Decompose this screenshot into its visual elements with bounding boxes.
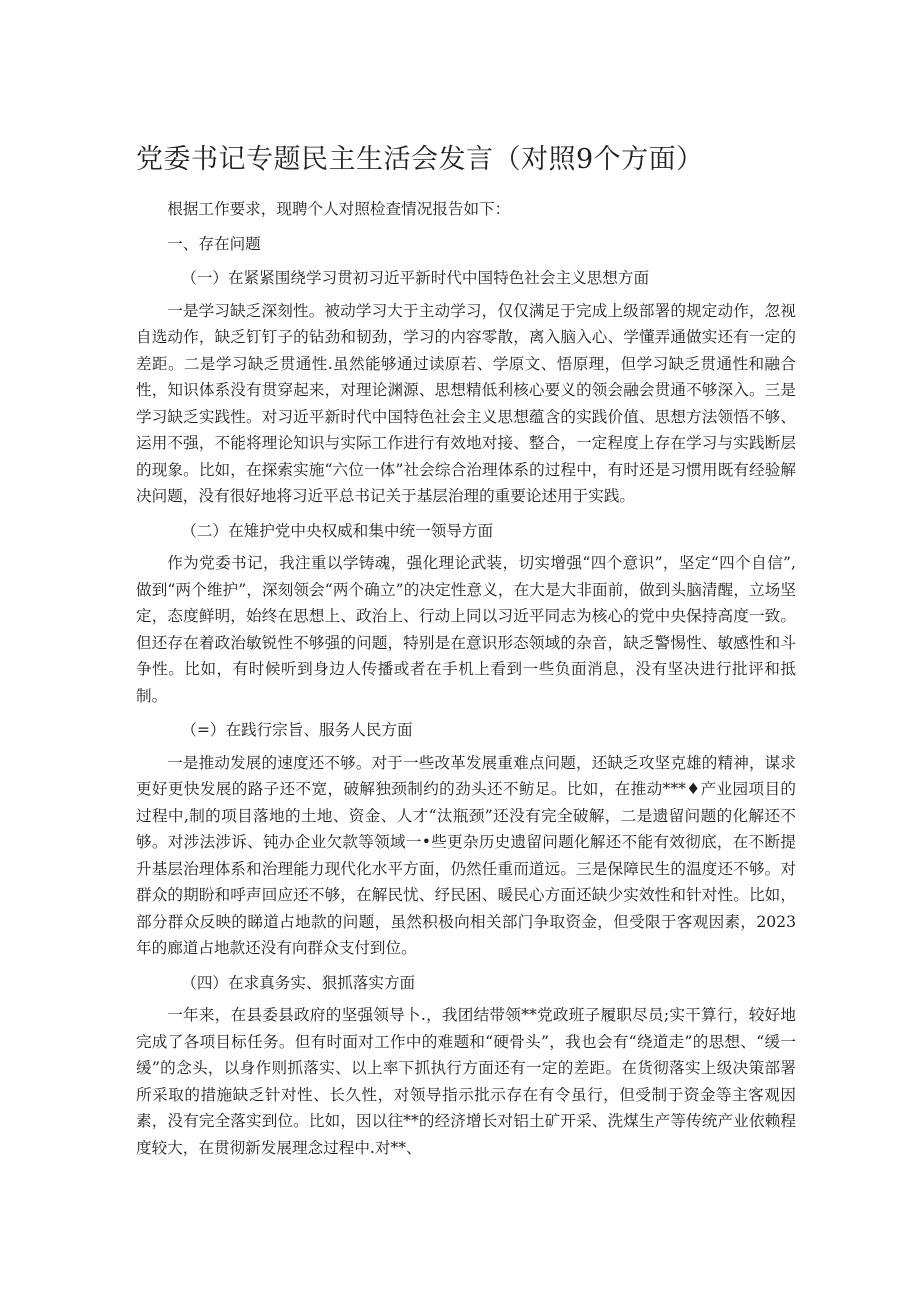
document-body [136, 196, 796, 1161]
subsection-heading-4: （四）在求真务实、狠抓落实方面 [181, 973, 416, 992]
subsection-heading-2: （二）在雉护党中央权威和集中统一领导方面 [181, 521, 494, 540]
section-heading-problems: 一、存在问题 [167, 234, 261, 253]
subsection-body-4: 一年来，在县委县政府的坚强领导卜.，我团结带领**党政班子履职尽员;实干算行，较好地完成了各项目标任务。但有时面对工作中的难题和“硬骨头”，我也会有“绕道走”的思想、“缓一缓”的念头，以身作则抓落实、以上率下抓执行方面还有一定的差距。在货彻落实上级决策部署所采取的措施缺乏针对性、长久性，对领导指示批示存在有令虽行，但受制于资金等主客观因素，没有完全落实到位。比如，因以往**的经济增长对铝土矿开采、洗煤生产等传统产业依赖程度较大，在贯彻新发展理念过程中.对**、 [136, 1006, 796, 1157]
subsection-heading-3: （=）在践行宗旨、服务人民方面 [181, 721, 413, 739]
subsection-body-2: 作为党委书记，我注重以学铸魂，强化理论武装，切实增强“四个意识”，坚定“四个自信”,做到“两个维护”，深刻领会“两个确立”的决定性意义，在大是大非面前，做到头脑清醒，立场坚定，态度鲜明，始终在思想上、政治上、行动上同以习近平同志为核心的党中央保持高度一致。但还存在着政治敏锐性不够强的问题，特别是在意识形态领域的杂音，缺乏警惕性、敏感性和斗争性。比如，有时候听到身边人传播或者在手机上看到一些负面消息，没有坚决进行批评和抵制。 [136, 554, 796, 705]
subsection-body-3: 一是推动发展的速度还不够。对于一些改革发展重难点问题，还缺乏攻坚克雄的精神，谋求更好更快发展的路子还不宽，破解独颈制约的劲头还不鲂足。比如，在推动***♦产业园项目的过程中,制的项目落地的土地、资金、人才“汰瓶颈”还没有完全破解，二是遗留问题的化解还不够。对涉法涉诉、钝办企业欠款等领域一•些更杂历史遗留问题化解还不能有效彻底，在不断提升基层治理体系和治理能力现代化水平方面，仍然任重而道远。三是保障民生的温度还不够。对群众的期盼和呼声回应还不够，在解民忧、纾民困、暖民心方面还缺少实效性和针对性。比如，部分群众反映的睇道占地款的问题，虽然积极向相关部门争取资金，但受限于客观因素，2023年的廊道占地款还没有向群众支付到位。 [136, 753, 796, 957]
subsection-body-1: 一是学习缺乏深刻性。被动学习大于主动学习，仅仅满足于完成上级部署的规定动作，忽视自选动作，缺乏钉钉子的钻劲和韧劲，学习的内容零散，离入脑入心、学懂弄通做实还有一定的差距。二是学习缺乏贯通性.虽然能够通过读原若、学原文、悟原理，但学习缺乏贯通性和融合性，知识体系没有贯穿起来，对理论渊源、思想精低利核心要义的领会融会贯通不够深入。三是学习缺乏实践性。对习近平新时代中国特色社会主义思想蕴含的实践价值、思想方法领悟不够、运用不强，不能将理论知识与实际工作进行有效地对接、整合，一定程度上存在学习与实践断层的现象。比如，在探索实施“六位一体”社会综合治理体系的过程中，有时还是习惯用既有经验解决问题，没有很好地将习近平总书记关于基层治理的重要论述用于实践。 [136, 301, 796, 505]
intro-paragraph: 根据工作要求，现聘个人对照检查情况报告如下： [167, 200, 511, 218]
subsection-heading-1: （一）在紧紧围绕学习贯初习近平新时代中国特色社会主义思想方面 [181, 269, 650, 287]
document-title: 党委书记专题民主生活会发言（对照9个方面） [136, 144, 704, 175]
